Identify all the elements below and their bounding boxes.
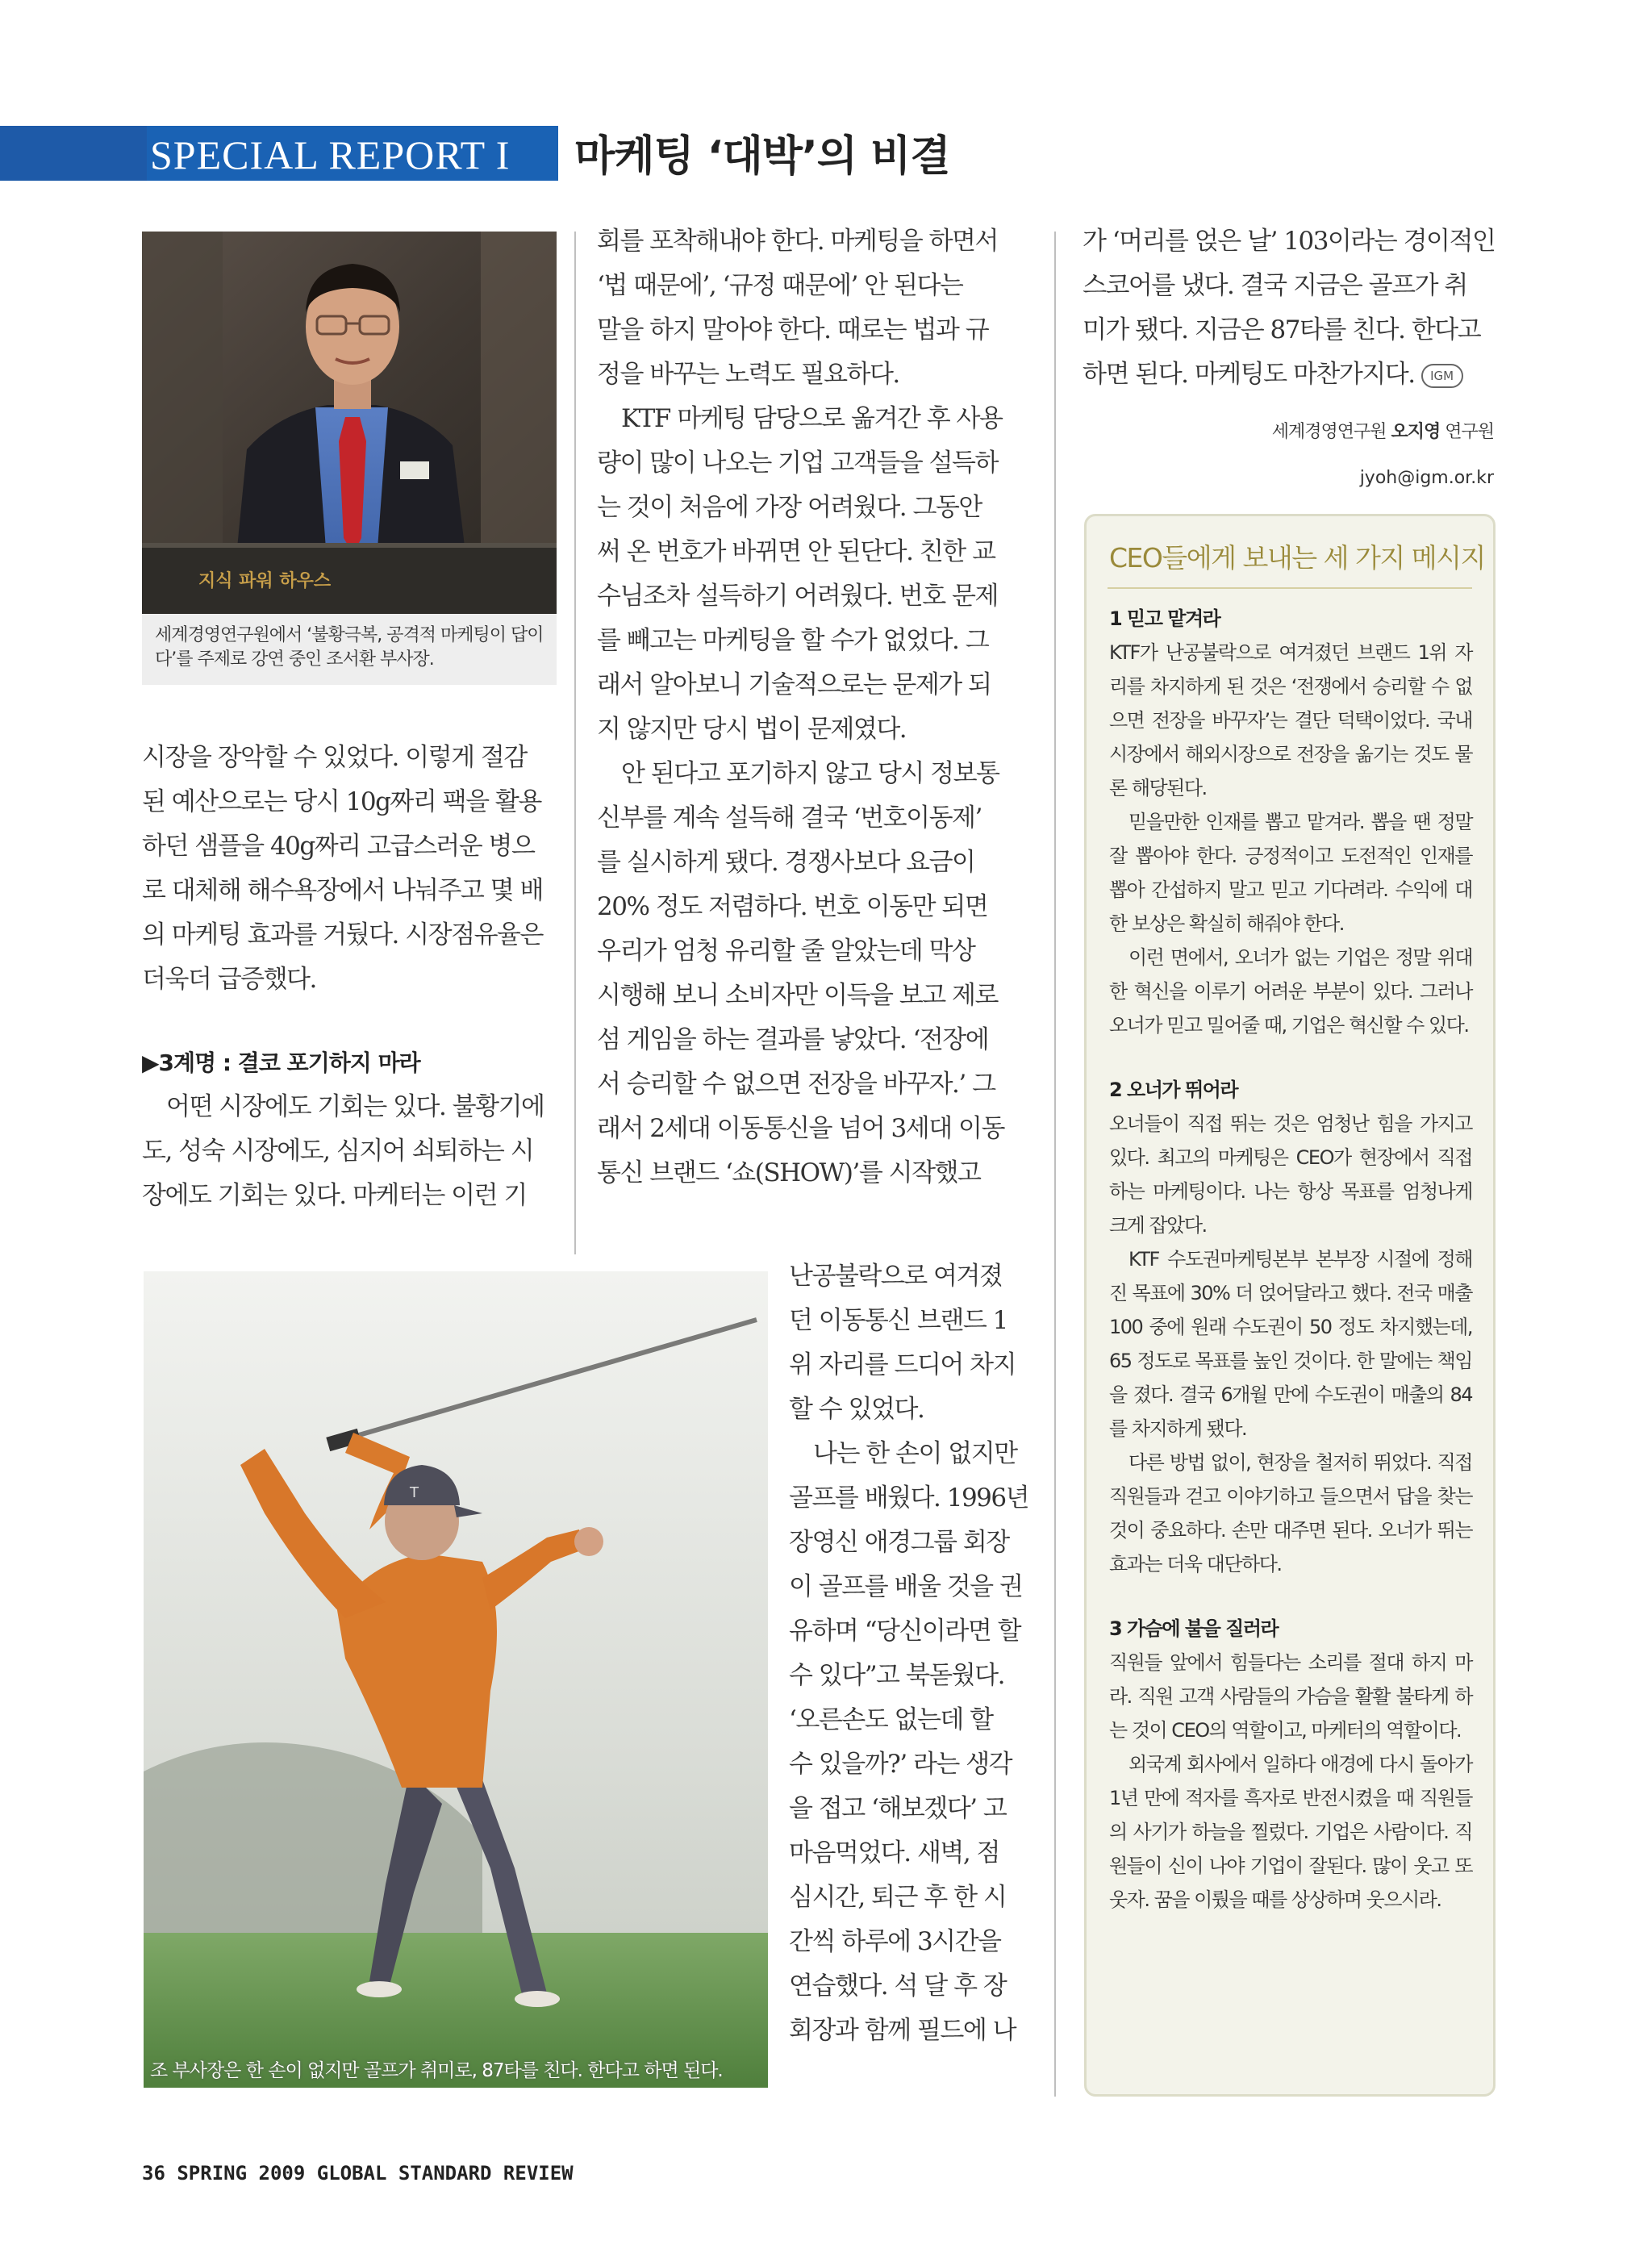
golfer-photo: [144, 1271, 768, 2088]
body-line: 장에도 기회는 있다. 마케터는 이런 기: [142, 1181, 527, 1210]
body-line: 스코어를 냈다. 결국 지금은 골프가 취: [1083, 271, 1467, 300]
body-line: 신부를 계속 설득해 결국 ‘번호이동제’: [597, 803, 982, 832]
message-heading: 3 가슴에 불을 질러라: [1109, 1617, 1279, 1640]
body-line: 가 ‘머리를 얹은 날’ 103이라는 경이적인: [1083, 227, 1496, 256]
body-line: 간씩 하루에 3시간을: [789, 1927, 1001, 1956]
speaker-photo-caption: 세계경영연구원에서 ‘불황극복, 공격적 마케팅이 답이다’를 주제로 강연 중인 조서환 부사장.: [142, 614, 557, 685]
author-signature: [1272, 418, 1494, 443]
ceo-message-box: [1084, 514, 1496, 2097]
body-line: KTF 마케팅 담당으로 옮겨간 후 사용: [621, 404, 1003, 433]
author-org: 세계경영연구원: [1271, 422, 1387, 442]
body-line: 수 있다”고 북돋웠다.: [789, 1661, 1004, 1690]
body-line: 를 실시하게 됐다. 경쟁사보다 요금이: [597, 848, 975, 877]
author-email: jyoh@igm.or.kr: [1359, 468, 1494, 488]
body-line: 나는 한 손이 없지만: [813, 1439, 1017, 1468]
message-paragraph: 이런 면에서, 오너가 없는 기업은 정말 위대한 혁신을 이루기 어려운 부분이 있다. 그러나 오너가 믿고 밀어줄 때, 기업은 혁신할 수 있다.: [1109, 946, 1472, 1037]
body-line: 수님조차 설득하기 어려웠다. 번호 문제: [597, 582, 998, 611]
author-role: 연구원: [1445, 422, 1494, 442]
body-line: [1083, 353, 1502, 397]
body-line: 로 대체해 해수욕장에서 나눠주고 몇 배: [142, 876, 543, 905]
body-line: 심시간, 퇴근 후 한 시: [789, 1883, 1007, 1912]
message-heading: 2 오너가 뛰어라: [1109, 1079, 1238, 1101]
golfer-photo-caption: 조 부사장은 한 손이 없지만 골프가 취미로, 87타를 친다. 한다고 하면 된다.: [150, 2060, 723, 2081]
message-paragraph: 오너들이 직접 뛰는 것은 엄청난 힘을 가지고 있다. 최고의 마케팅은 CEO가 현장에서 직접 하는 마케팅이다. 나는 항상 목표를 엄청나게 크게 잡았다.: [1109, 1112, 1472, 1237]
page-footer: 36 SPRING 2009 GLOBAL STANDARD REVIEW: [142, 2162, 574, 2184]
body-line: 연습했다. 석 달 후 장: [789, 1972, 1007, 2001]
body-line: 도, 성숙 시장에도, 심지어 쇠퇴하는 시: [142, 1137, 534, 1166]
body-line: 서 승리할 수 없으면 전장을 바꾸자.’ 그: [597, 1070, 995, 1099]
body-line: 더욱더 급증했다.: [142, 965, 316, 994]
author-name: 오지영: [1391, 422, 1441, 442]
body-line: 유하며 “당신이라면 할: [789, 1617, 1021, 1646]
body-line-text: 하면 된다. 마케팅도 마찬가지다.: [1083, 360, 1415, 389]
body-line: 20% 정도 저렴하다. 번호 이동만 되면: [597, 892, 988, 921]
body-line: 시행해 보니 소비자만 이득을 보고 제로: [597, 981, 998, 1010]
body-line: 마음먹었다. 새벽, 점: [789, 1838, 999, 1867]
body-line: 량이 많이 나오는 기업 고객들을 설득하: [597, 449, 998, 478]
body-line: 이 골프를 배울 것을 권: [789, 1572, 1023, 1601]
svg-text:T: T: [410, 1484, 419, 1501]
section-heading: ▶3계명 : 결코 포기하지 마라: [142, 1049, 420, 1076]
body-line: 된 예산으로는 당시 10g짜리 팩을 활용: [142, 787, 541, 816]
section-label: SPECIAL REPORT I: [150, 132, 511, 177]
body-line: ‘법 때문에’, ‘규정 때문에’ 안 된다는: [597, 271, 963, 300]
body-line: 시장을 장악할 수 있었다. 이렇게 절감: [142, 743, 527, 772]
message-heading: 1 믿고 맡겨라: [1109, 607, 1220, 630]
body-line: 미가 됐다. 지금은 87타를 친다. 한다고: [1083, 315, 1481, 344]
body-line: 골프를 배웠다. 1996년: [789, 1483, 1029, 1513]
page-title: 마케팅 ‘대박’의 비결: [574, 132, 950, 181]
body-line: 위 자리를 드디어 차지: [789, 1350, 1016, 1379]
box-divider: [1108, 587, 1472, 589]
body-line: 통신 브랜드 ‘쇼(SHOW)’를 시작했고: [597, 1158, 981, 1187]
igm-logo: IGM: [1421, 364, 1463, 388]
body-line: 의 마케팅 효과를 거뒀다. 시장점유율은: [142, 920, 543, 949]
speaker-photo: [142, 232, 557, 614]
body-line: 래서 2세대 이동통신을 넘어 3세대 이동: [597, 1114, 1004, 1143]
text-column-2: [597, 219, 1029, 1196]
body-line: ‘오른손도 없는데 할: [789, 1705, 993, 1734]
message-paragraph: 다른 방법 없이, 현장을 철저히 뛰었다. 직접 직원들과 걷고 이야기하고 들으면서 답을 찾는 것이 중요하다. 손만 대주면 된다. 오너가 뛰는 효과는 더욱 대단하다.: [1109, 1451, 1472, 1575]
podium-text: 지식 파워 하우스: [198, 571, 332, 591]
body-line: 회장과 함께 필드에 나: [789, 2016, 1016, 2045]
body-line: 어떤 시장에도 기회는 있다. 불황기에: [166, 1092, 544, 1121]
body-line: 회를 포착해내야 한다. 마케팅을 하면서: [597, 227, 998, 256]
message-paragraph: KTF가 난공불락으로 여겨졌던 브랜드 1위 자리를 차지하게 된 것은 ‘전쟁에서 승리할 수 없으면 전장을 바꾸자’는 결단 덕택이었다. 국내 시장에서 해외시장으로 전장을 옮기는 것도 물론 해당된다.: [1109, 641, 1472, 799]
column-divider-2: [1054, 232, 1056, 2097]
body-line: 우리가 엄청 유리할 줄 알았는데 막상: [597, 937, 975, 966]
body-line: 정을 바꾸는 노력도 필요하다.: [597, 360, 899, 389]
body-line: 수 있을까?’ 라는 생각: [789, 1750, 1012, 1779]
body-line: 를 빼고는 마케팅을 할 수가 없었다. 그: [597, 626, 989, 655]
message-paragraph: 외국계 회사에서 일하다 애경에 다시 돌아가 1년 만에 적자를 흑자로 반전시켰을 때 직원들의 사기가 하늘을 찔렀다. 기업은 사람이다. 직원들이 신이 나야 기업이 잘된다. 많이 웃고 또 웃자. 꿈을 이뤘을 때를 상상하며 웃으시라.: [1109, 1753, 1472, 1911]
body-line: 안 된다고 포기하지 않고 당시 정보통: [621, 759, 999, 788]
body-line: 난공불락으로 여겨졌: [789, 1262, 1003, 1291]
message-paragraph: 직원들 앞에서 힘들다는 소리를 절대 하지 마라. 직원 고객 사람들의 가슴을 활활 불타게 하는 것이 CEO의 역할이고, 마케터의 역할이다.: [1109, 1651, 1472, 1742]
body-line: 을 접고 ‘해보겠다’ 고: [789, 1794, 1007, 1823]
body-line: 써 온 번호가 바뀌면 안 된단다. 친한 교: [597, 537, 995, 566]
body-line: 는 것이 처음에 가장 어려웠다. 그동안: [597, 493, 982, 522]
message-paragraph: KTF 수도권마케팅본부 본부장 시절에 정해진 목표에 30% 더 얹어달라고 했다. 전국 매출 100 중에 원래 수도권이 50 정도 차지했는데, 65 정도로 목표를 높인 것이다. 한 말에는 책임을 졌다. 결국 6개월 만에 수도권이 매출의 84를 차지하게 됐다.: [1109, 1248, 1472, 1440]
text-column-2-narrow: [789, 1254, 1031, 2053]
body-line: 할 수 있었다.: [789, 1395, 924, 1424]
message-paragraph: 믿을만한 인재를 뽑고 맡겨라. 뽑을 땐 정말 잘 뽑아야 한다. 긍정적이고 도전적인 인재를 뽑아 간섭하지 말고 믿고 기다려라. 수익에 대한 보상은 확실히 해줘야 한다.: [1109, 811, 1472, 935]
body-line: 섬 게임을 하는 결과를 낳았다. ‘전장에: [597, 1025, 989, 1054]
body-line: 하던 샘플을 40g짜리 고급스러운 병으: [142, 832, 535, 861]
body-line: 말을 하지 말아야 한다. 때로는 법과 규: [597, 315, 989, 344]
body-line: 지 않지만 당시 법이 문제였다.: [597, 715, 907, 744]
box-body: [1109, 602, 1472, 1917]
text-column-3: [1083, 219, 1502, 397]
column-divider-1: [574, 232, 576, 1254]
body-line: 던 이동통신 브랜드 1: [789, 1306, 1007, 1335]
body-line: 장영신 애경그룹 회장: [789, 1528, 1009, 1557]
text-column-1: [142, 736, 558, 1218]
body-line: 래서 알아보니 기술적으로는 문제가 되: [597, 670, 991, 699]
box-title: CEO들에게 보내는 세 가지 메시지: [1109, 542, 1485, 574]
